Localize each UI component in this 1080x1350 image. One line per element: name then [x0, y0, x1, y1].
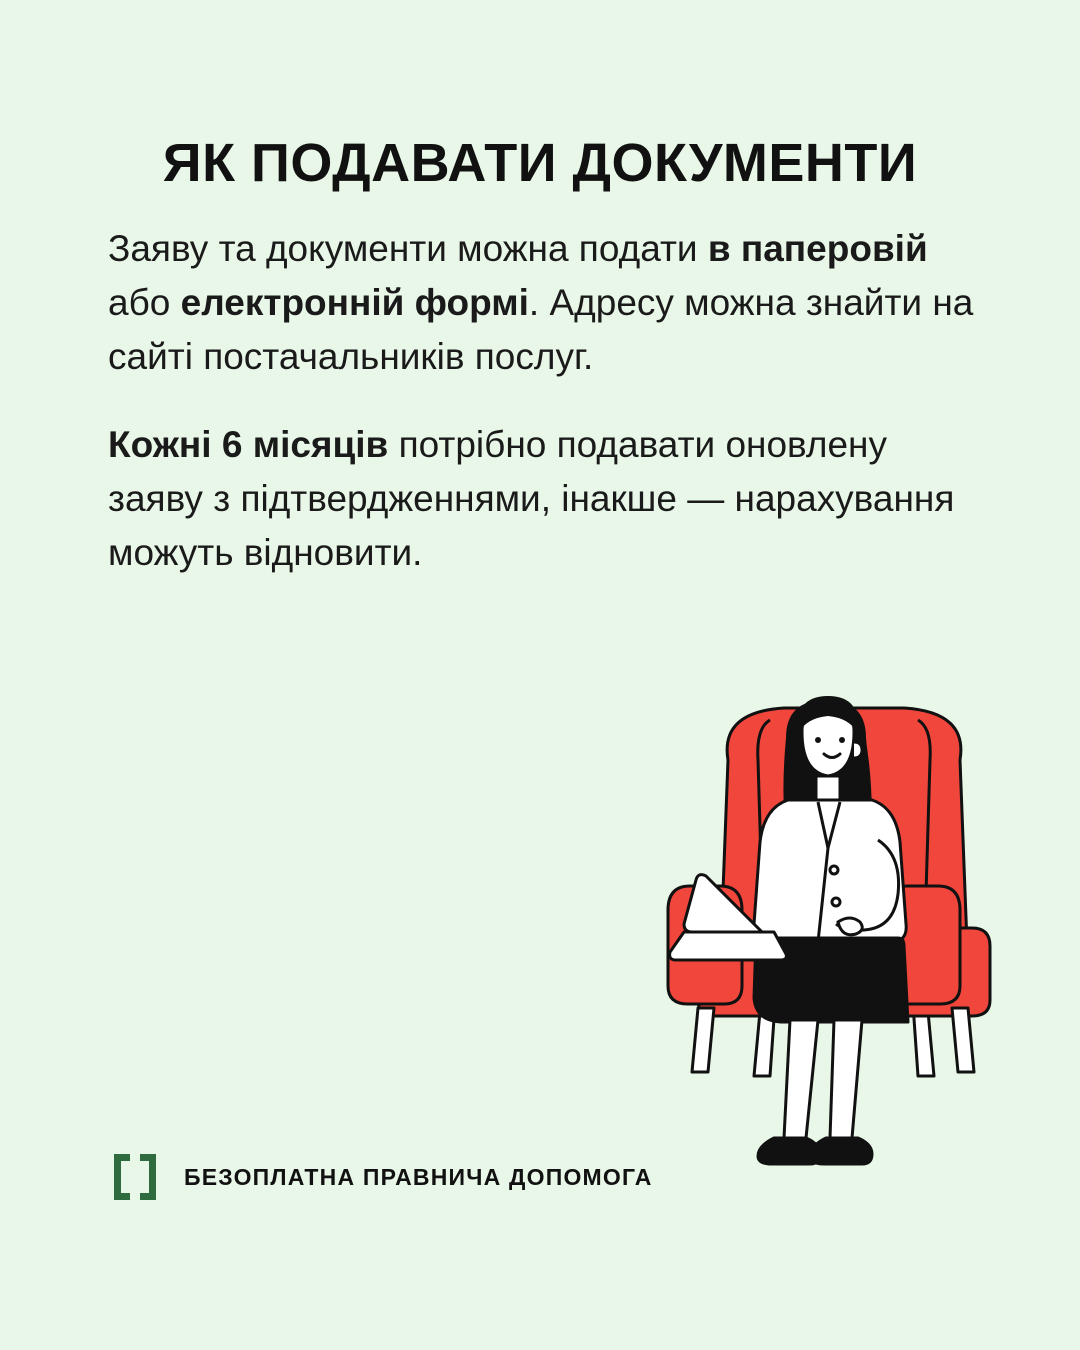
paragraph-1-bold-2: електронній формі — [180, 282, 529, 324]
paragraph-1-part-2: або — [108, 282, 181, 324]
bracket-logo-icon — [108, 1150, 162, 1204]
paragraph-2-part-1: потрібно подавати оновлену заяву з підтвердженнями, інакше — нарахування можуть відновити. — [108, 424, 955, 574]
paragraph-1-bold-1: в паперовій — [707, 228, 928, 269]
paragraph-1-part-1: Заяву та документи можна подати — [108, 228, 708, 269]
paragraph-2 — [108, 418, 988, 580]
footer-org-name: БЕЗОПЛАТНА ПРАВНИЧА ДОПОМОГА — [184, 1163, 653, 1190]
illustration-woman-with-laptop — [620, 690, 1040, 1230]
paragraph-1 — [108, 222, 988, 384]
body-copy — [108, 222, 988, 614]
paragraph-1-part-3: . Адресу можна знайти на сайті постачальників послуг. — [108, 282, 974, 378]
page-title: ЯК ПОДАВАТИ ДОКУМЕНТИ — [162, 133, 918, 194]
footer-logo-lockup — [108, 1150, 653, 1204]
paragraph-2-bold-1: Кожні 6 місяців — [108, 424, 389, 466]
